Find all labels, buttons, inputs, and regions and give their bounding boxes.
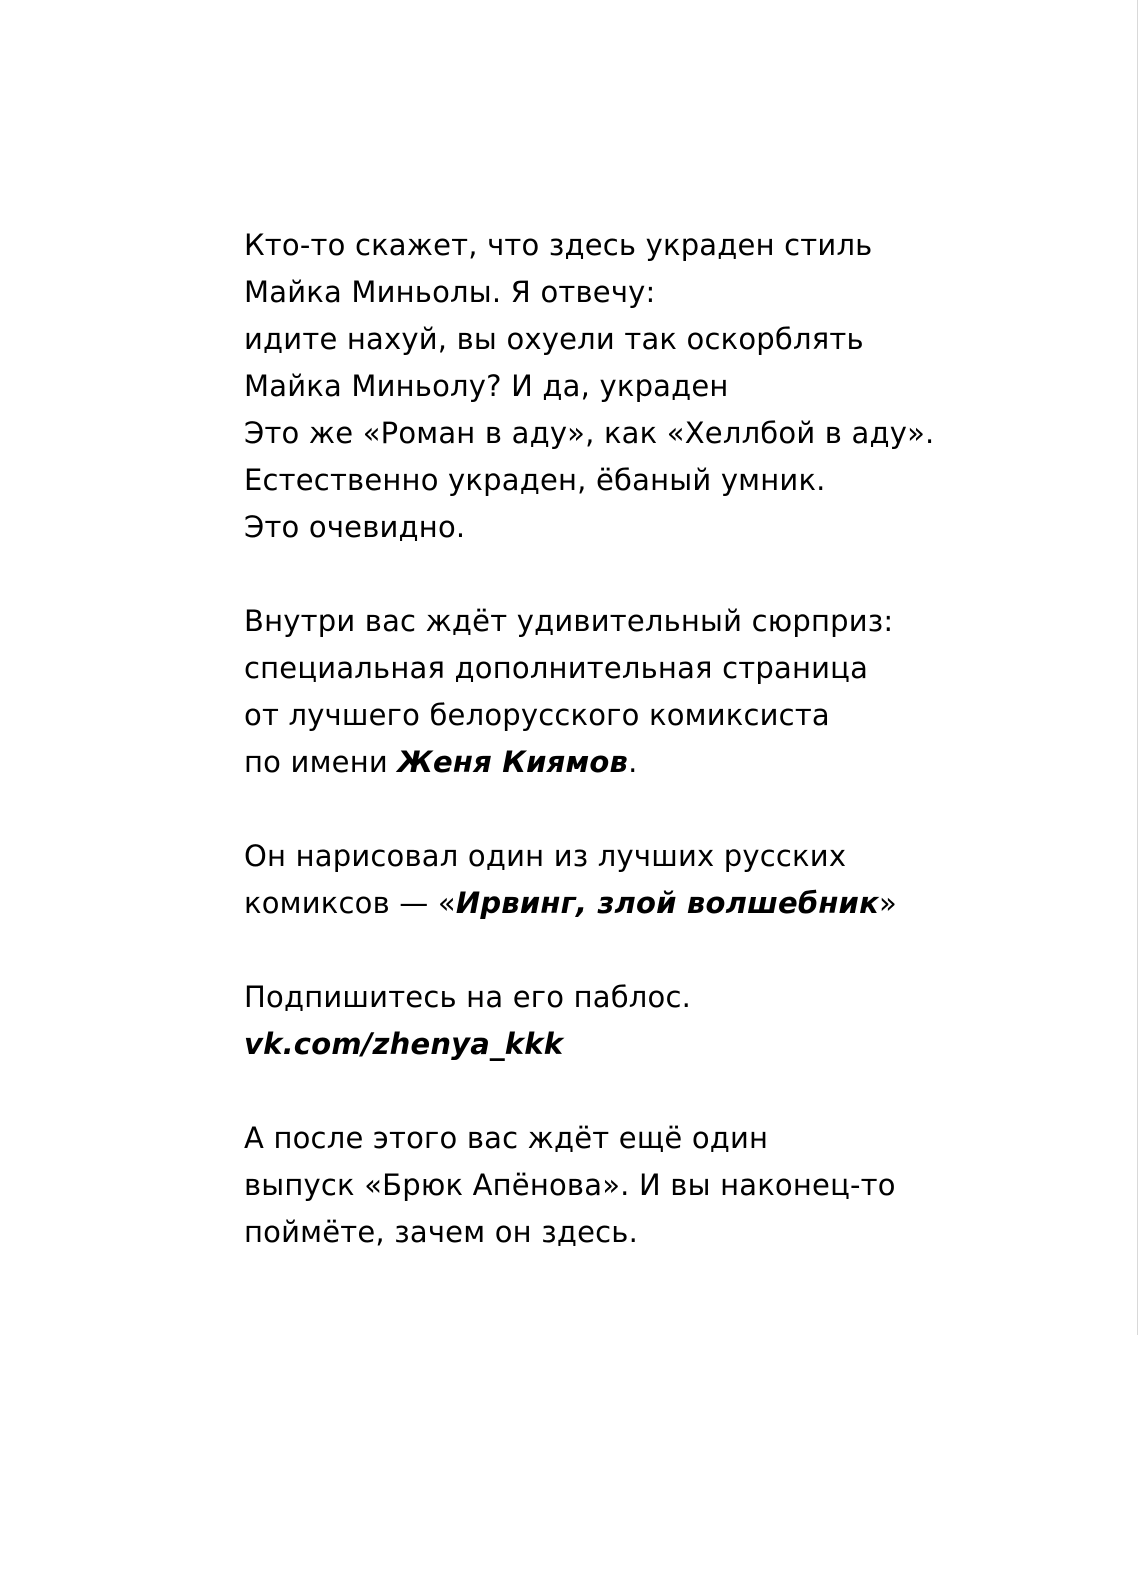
text-line: Внутри вас ждёт удивительный сюрприз: — [244, 604, 894, 638]
vk-link: vk.com/zhenya_kkk — [244, 1027, 564, 1061]
paragraph-comic — [244, 833, 1104, 927]
paragraph-mignola — [244, 222, 1104, 551]
author-name: Женя Киямов — [397, 745, 629, 779]
text-line — [244, 739, 1104, 786]
text-line — [244, 880, 1104, 927]
paragraph-gap — [244, 927, 1104, 974]
text-line: специальная дополнительная страница — [244, 651, 869, 685]
text-line: идите нахуй, вы охуели так оскорблять — [244, 322, 864, 356]
text-line: Естественно украден, ёбаный умник. — [244, 463, 826, 497]
page-text — [244, 222, 1104, 1256]
text-line: поймёте, зачем он здесь. — [244, 1215, 638, 1249]
text-fragment: по имени — [244, 745, 398, 779]
text-line: Майка Миньолу? И да, украден — [244, 369, 729, 403]
text-line: Подпишитесь на его паблос. — [244, 980, 692, 1014]
comic-title: Ирвинг, злой волшебник — [455, 886, 879, 920]
text-line: выпуск «Брюк Апёнова». И вы наконец-то — [244, 1168, 896, 1202]
text-fragment: . — [628, 745, 638, 779]
text-line: Майка Миньолы. Я отвечу: — [244, 275, 656, 309]
paragraph-next-issue — [244, 1115, 1104, 1256]
text-line: от лучшего белорусского комиксиста — [244, 698, 830, 732]
paragraph-surprise — [244, 598, 1104, 786]
paragraph-subscribe — [244, 974, 1104, 1068]
text-line: А после этого вас ждёт ещё один — [244, 1121, 769, 1155]
paragraph-gap — [244, 786, 1104, 833]
text-line: Он нарисовал один из лучших русских — [244, 839, 847, 873]
text-line: Кто-то скажет, что здесь украден стиль — [244, 228, 873, 262]
paragraph-gap — [244, 1068, 1104, 1115]
text-line: Это же «Роман в аду», как «Хеллбой в аду». — [244, 416, 935, 450]
text-fragment: » — [878, 886, 897, 920]
text-fragment: комиксов — « — [244, 886, 456, 920]
paragraph-gap — [244, 551, 1104, 598]
page-edge — [1137, 0, 1138, 1335]
text-line: Это очевидно. — [244, 510, 466, 544]
